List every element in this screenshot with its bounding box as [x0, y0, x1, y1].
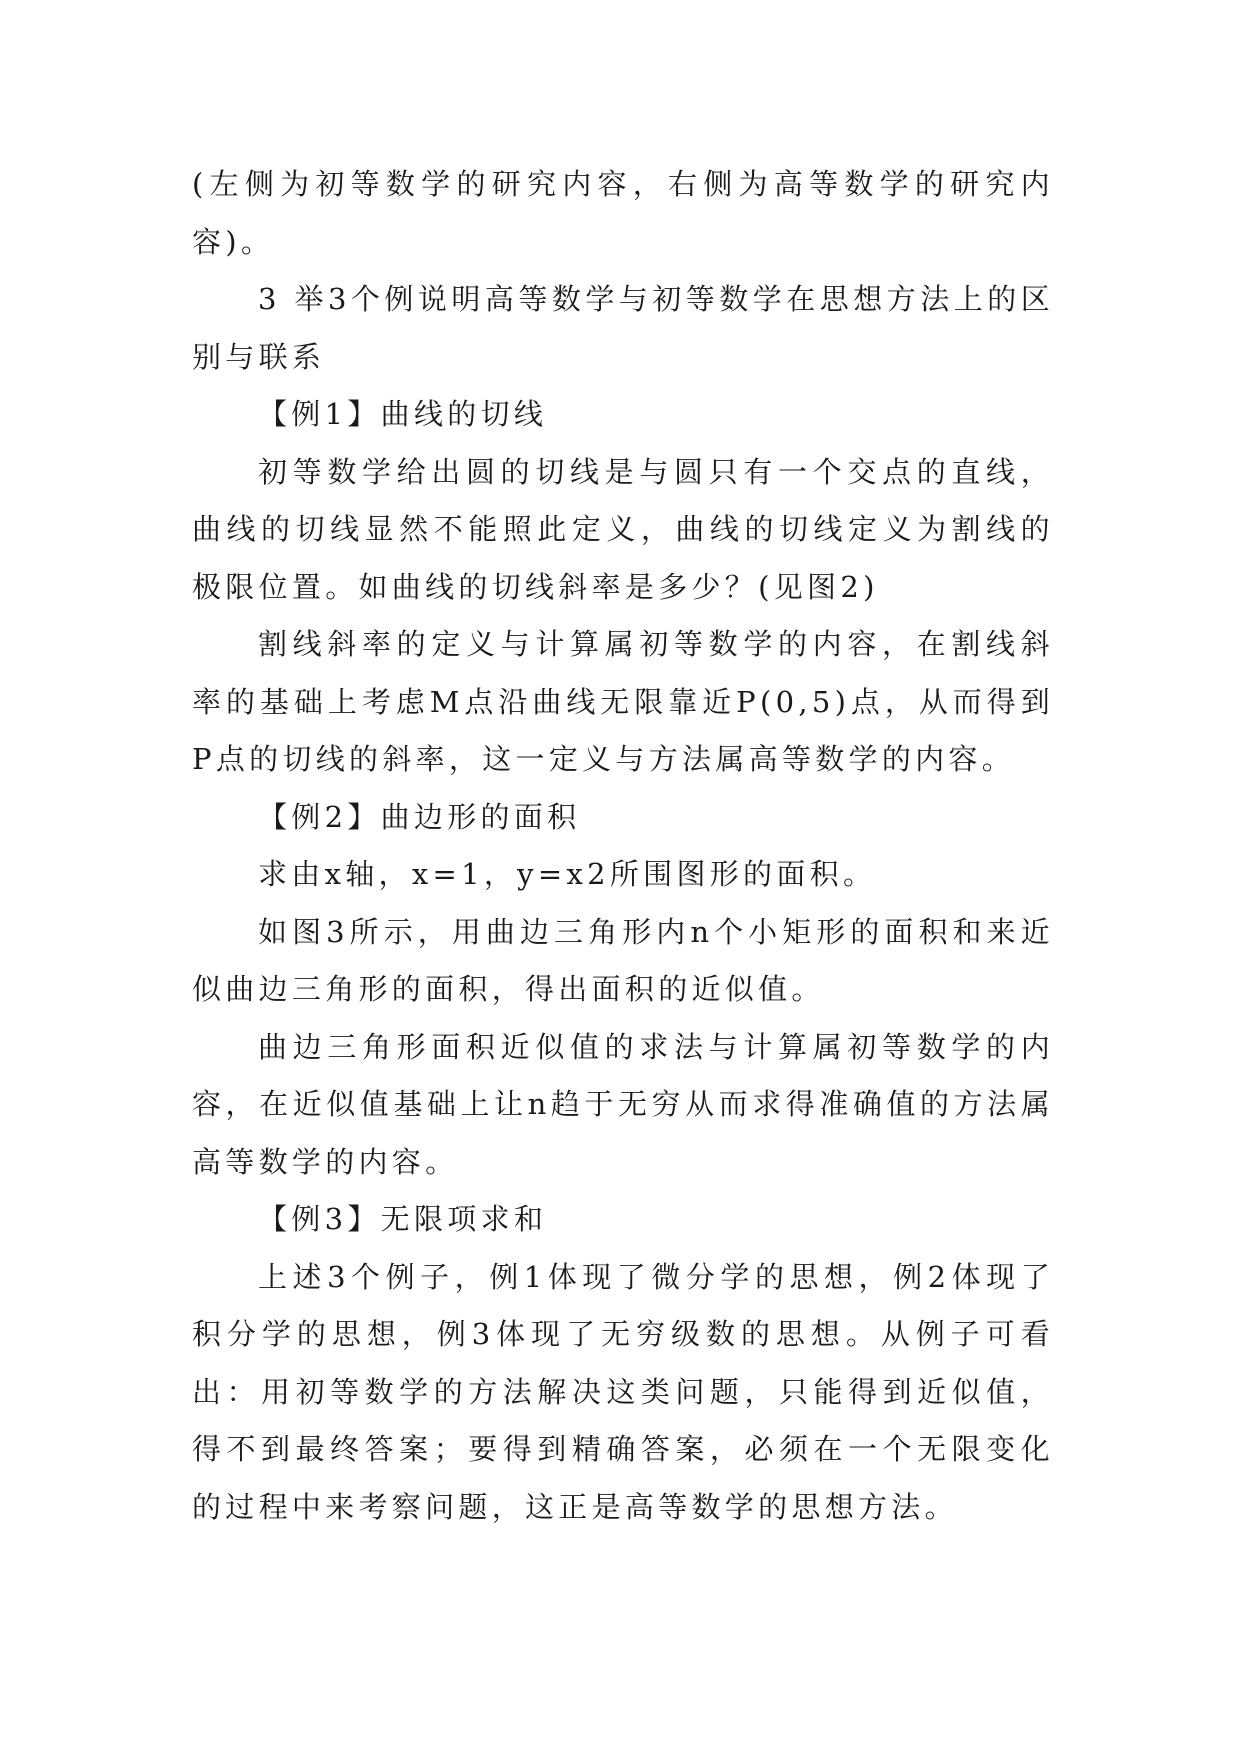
example-1-heading: 【例1】曲线的切线: [258, 397, 548, 431]
example-2-heading: 【例2】曲边形的面积: [258, 799, 581, 834]
summary-paragraph: 上述3个例子，例1体现了微分学的思想，例2体现了积分学的思想，例3体现了无穷级数的思想。从例子可看出：用初等数学的方法解决这类问题，只能得到近似值，得不到最终答案；要得到精确答案，必须在一个无限变化的过程中来考察问题，这正是高等数学的思想方法。: [192, 1259, 1054, 1524]
document-body: [192, 156, 1054, 1536]
example-1-paragraph-1: 初等数学给出圆的切线是与圆只有一个交点的直线，曲线的切线显然不能照此定义，曲线的切线定义为割线的极限位置。如曲线的切线斜率是多少？(见图2): [192, 454, 1054, 604]
paragraph-intro-note: (左侧为初等数学的研究内容，右侧为高等数学的研究内容)。: [192, 167, 1054, 259]
example-2-paragraph-3: 曲边三角形面积近似值的求法与计算属初等数学的内容，在近似值基础上让n趋于无穷从而求得准确值的方法属高等数学的内容。: [192, 1029, 1054, 1179]
example-1-paragraph-2: 割线斜率的定义与计算属初等数学的内容，在割线斜率的基础上考虑M点沿曲线无限靠近P(0,5)点，从而得到P点的切线的斜率，这一定义与方法属高等数学的内容。: [192, 627, 1054, 776]
section-heading-3: 3 举3个例说明高等数学与初等数学在思想方法上的区别与联系: [192, 282, 1054, 374]
example-3-heading: 【例3】无限项求和: [258, 1202, 548, 1236]
example-2-paragraph-1: 求由x轴，x=1，y=x2所围图形的面积。: [258, 857, 877, 891]
example-2-paragraph-2: 如图3所示，用曲边三角形内n个小矩形的面积和来近似曲边三角形的面积，得出面积的近似值。: [192, 914, 1054, 1006]
